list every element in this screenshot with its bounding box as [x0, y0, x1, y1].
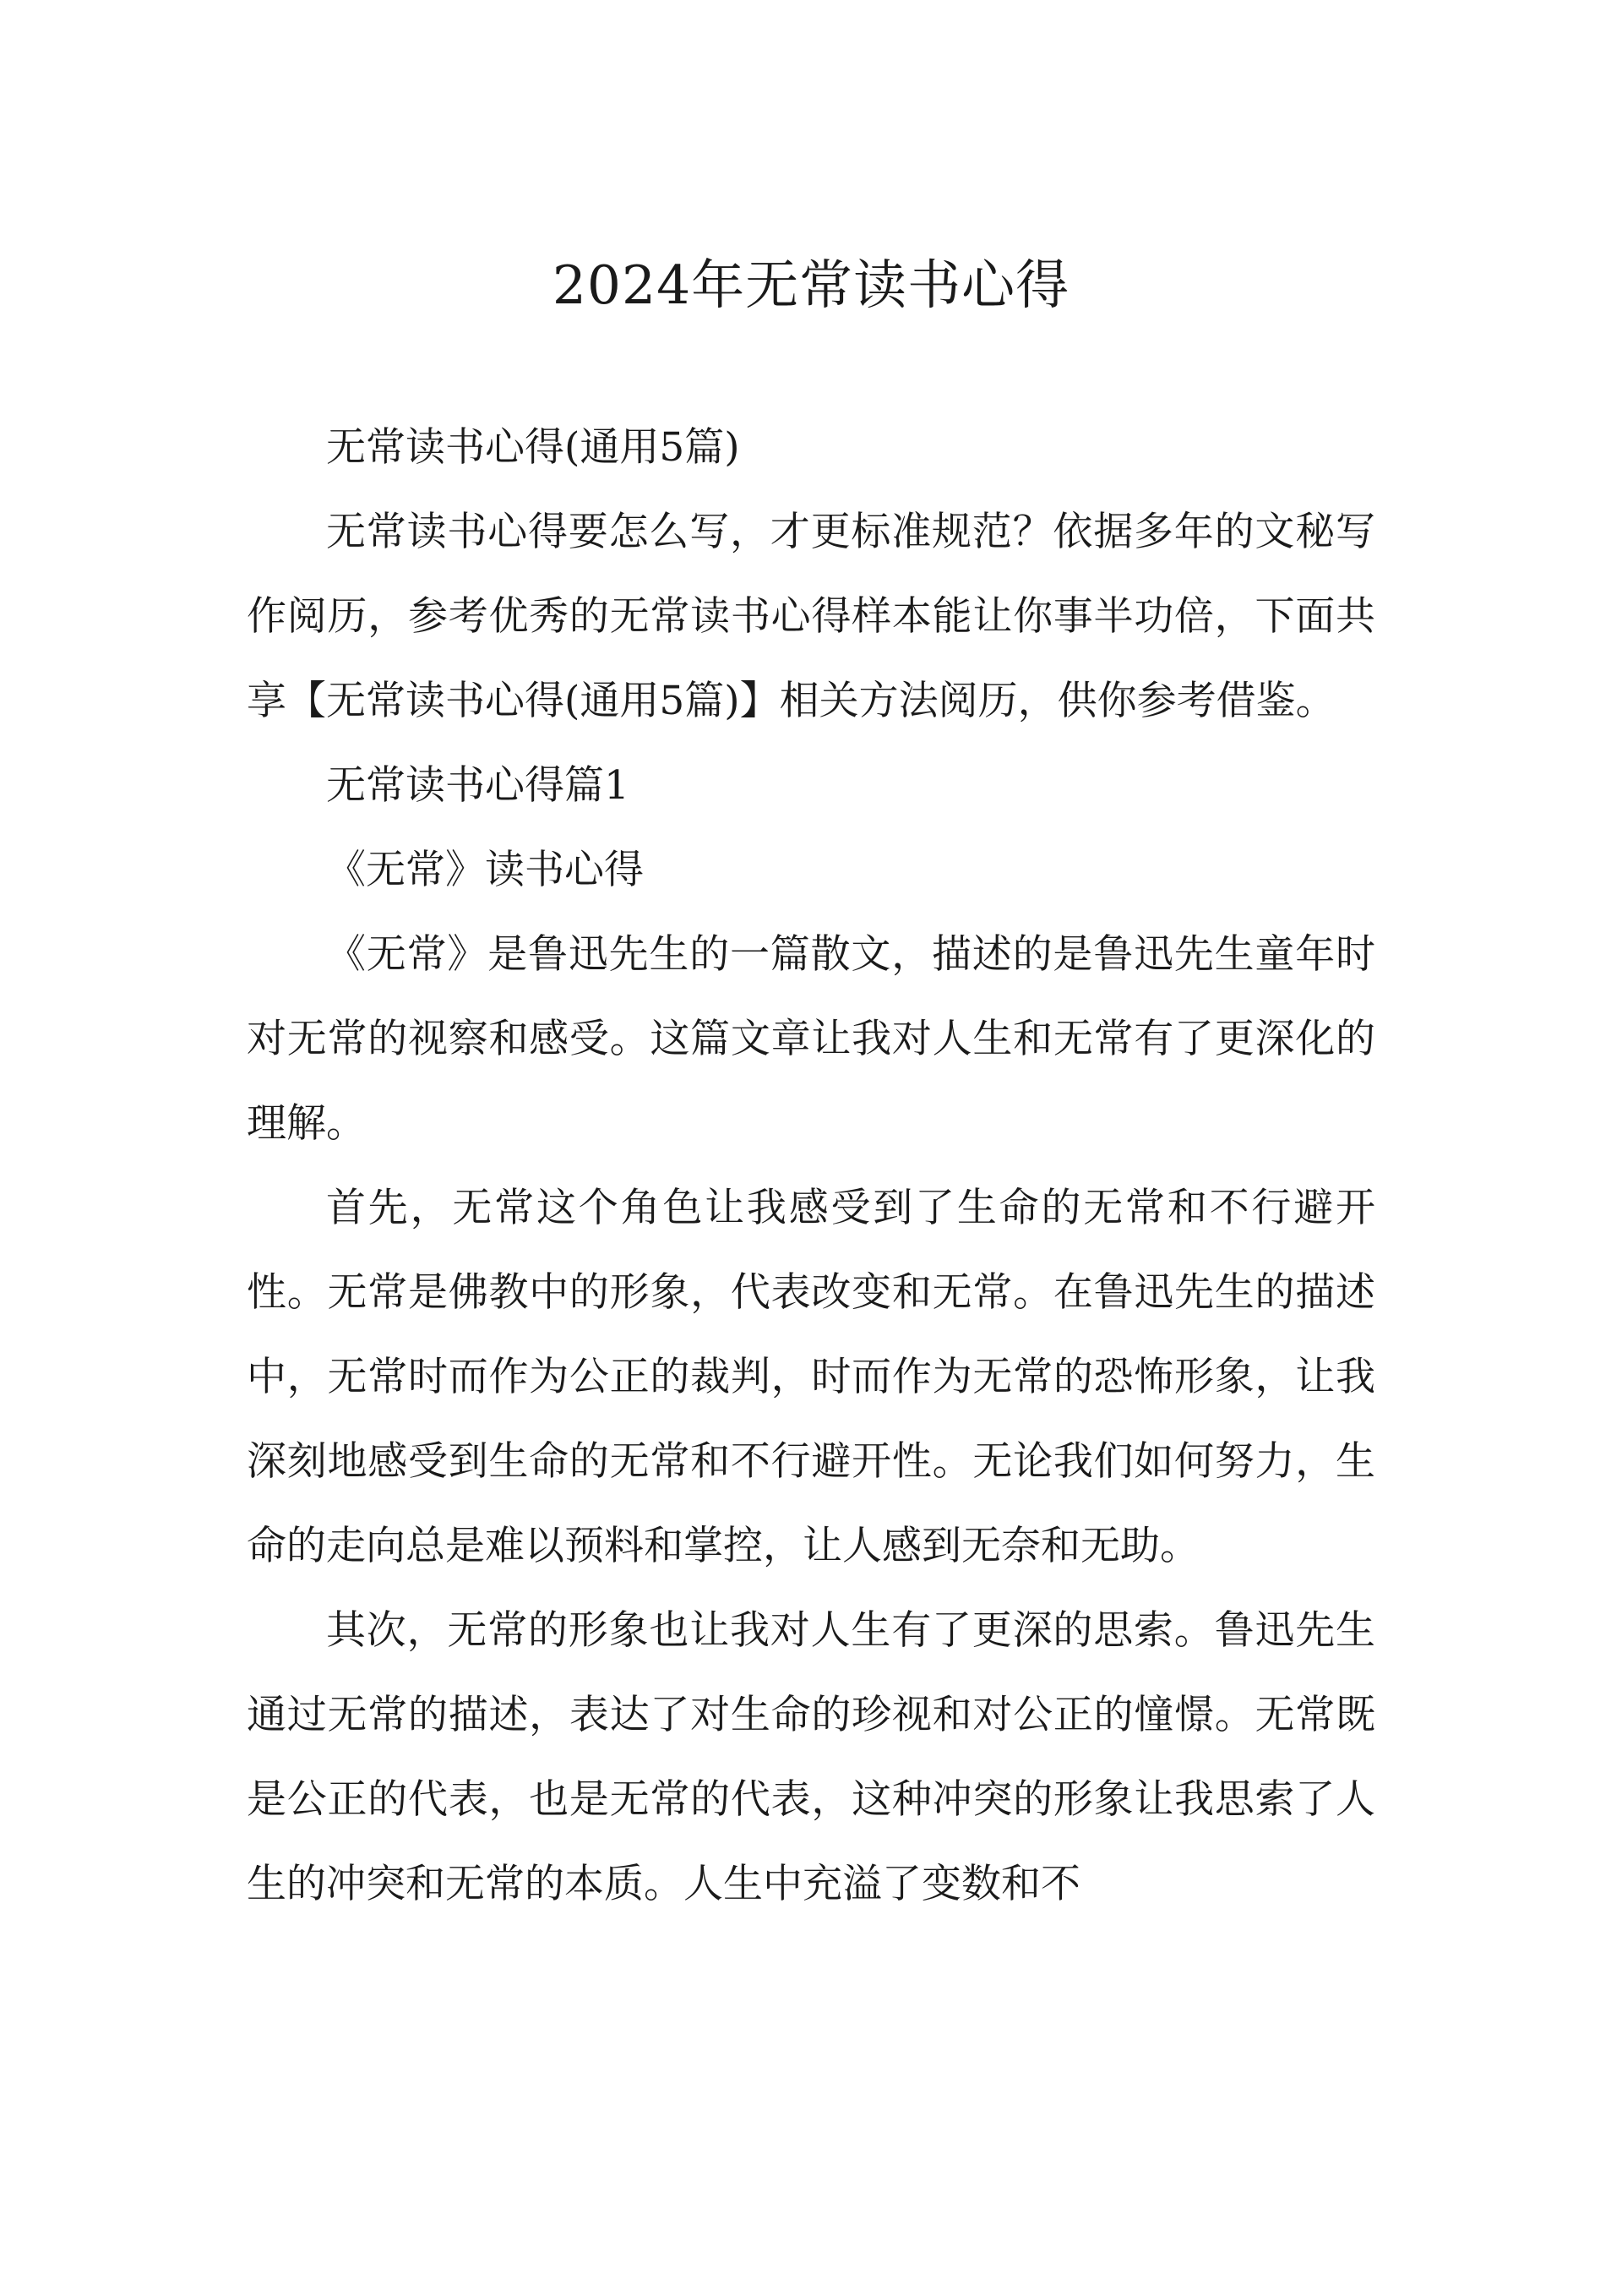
subtitle-paragraph: 无常读书心得(通用5篇) — [326, 424, 740, 471]
intro-paragraph: 无常读书心得要怎么写，才更标准规范？依据多年的文秘写作阅历，参考优秀的无常读书心得样本能让你事半功倍，下面共享【无常读书心得(通用5篇)】相关方法阅历，供你参考借鉴。 — [247, 509, 1375, 724]
document-body — [247, 406, 1375, 1927]
body-paragraph: 首先，无常这个角色让我感受到了生命的无常和不行避开性。无常是佛教中的形象，代表改变和无常。在鲁迅先生的描述中，无常时而作为公正的裁判，时而作为无常的恐怖形象，让我深刻地感受到生命的无常和不行避开性。无论我们如何努力，生命的走向总是难以预料和掌控，让人感到无奈和无助。 — [247, 1185, 1375, 1569]
body-paragraph: 其次，无常的形象也让我对人生有了更深的思索。鲁迅先生通过无常的描述，表达了对生命的珍视和对公正的憧憬。无常既是公正的代表，也是无常的代表，这种冲突的形象让我思索了人生的冲突和无常的本质。人生中充溢了变数和不 — [247, 1607, 1375, 1907]
essay-title: 《无常》读书心得 — [326, 847, 644, 893]
document-title: 2024年无常读书心得 — [552, 254, 1070, 316]
body-paragraph: 《无常》是鲁迅先生的一篇散文，描述的是鲁迅先生童年时对无常的视察和感受。这篇文章让我对人生和无常有了更深化的理解。 — [247, 931, 1375, 1147]
section-heading: 无常读书心得篇1 — [326, 762, 629, 809]
